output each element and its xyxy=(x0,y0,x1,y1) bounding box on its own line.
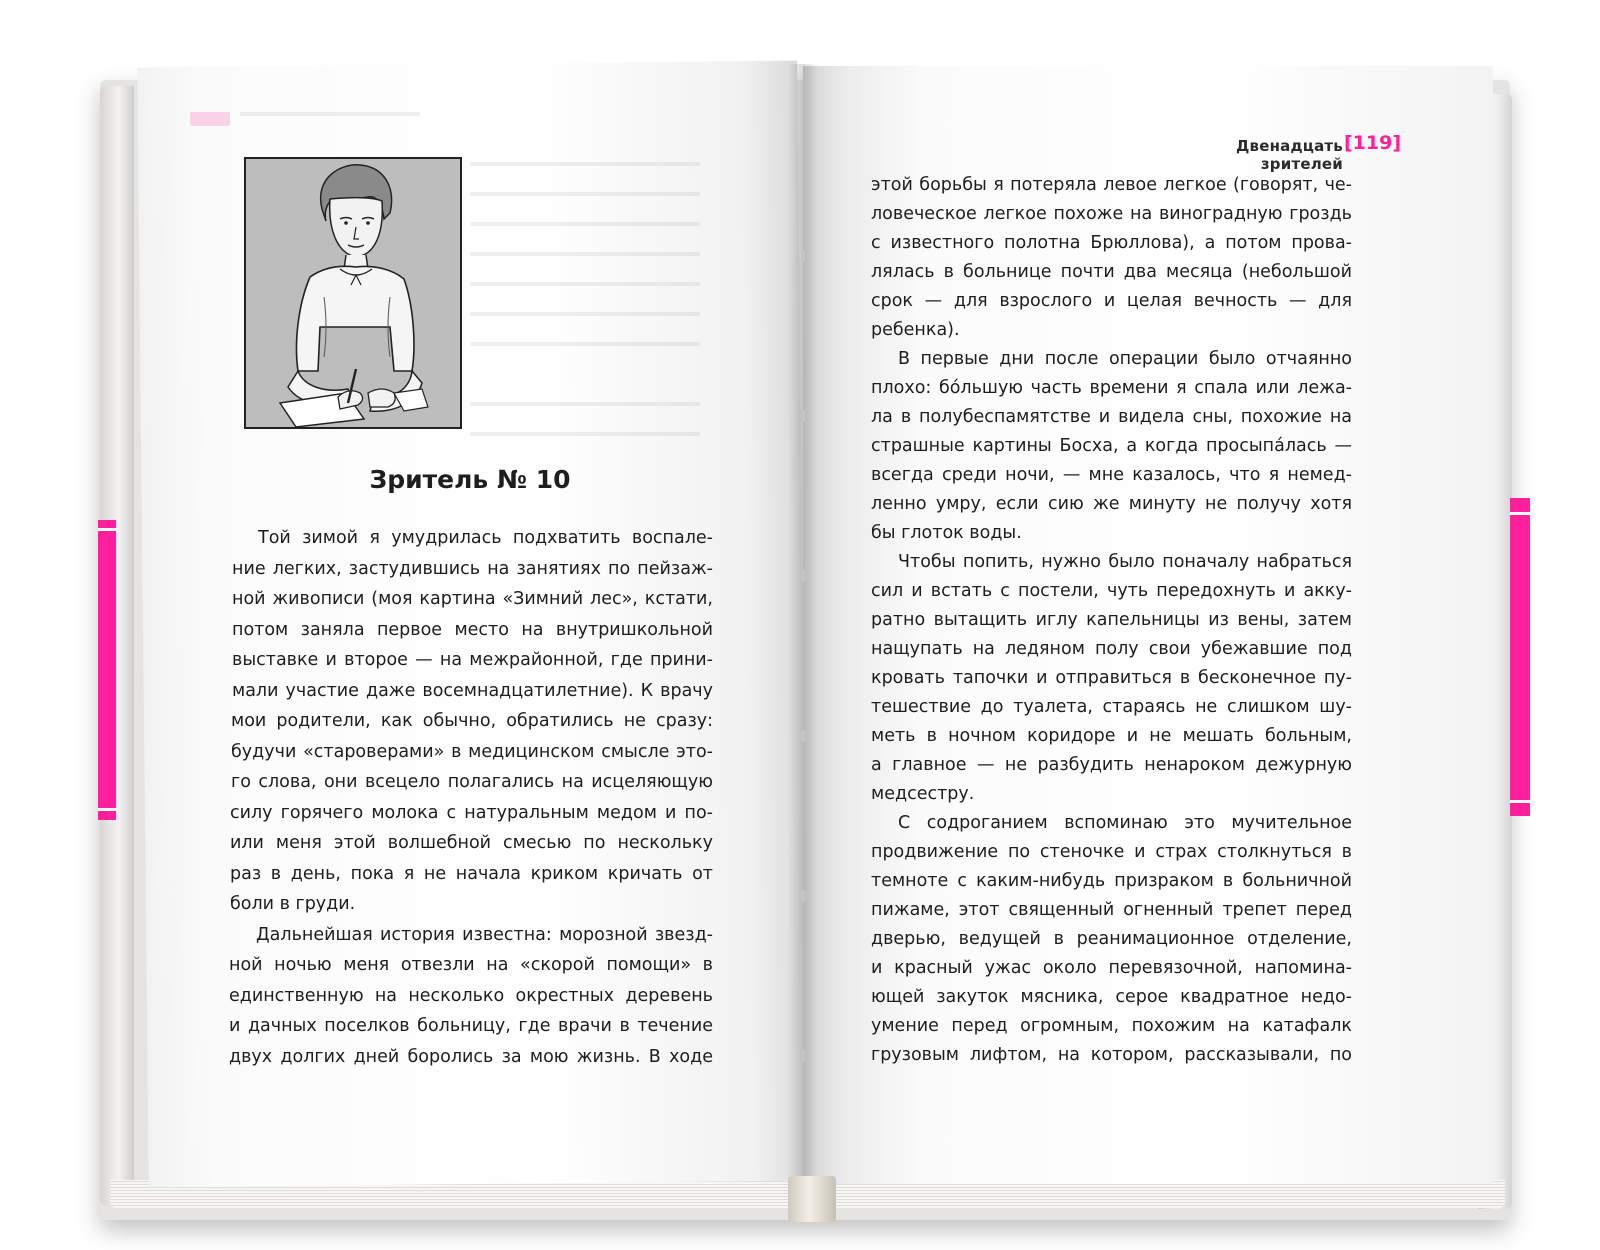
text-line: медсестру. xyxy=(871,784,975,804)
text-line: грузовым лифтом, на котором, рассказывали, по xyxy=(871,1045,1352,1065)
text-line: или меня этой волшебной смесью по нескольку xyxy=(230,833,713,853)
girl-drawing-illustration xyxy=(244,157,462,429)
text-line: всегда среди ночи, — мне казалось, что я немед- xyxy=(871,465,1352,485)
text-line: страшные картины Босха, а когда просыпáлась — xyxy=(871,436,1352,456)
text-line: боли в груди. xyxy=(230,894,356,914)
show-through-mark xyxy=(190,112,230,126)
binding-stitch xyxy=(801,890,805,902)
pink-edge-marker-left xyxy=(98,520,116,820)
text-line: пижаме, этот священный огненный трепет перед xyxy=(871,900,1352,920)
text-line: го слова, они всецело полагались на исцеляющую xyxy=(231,772,713,792)
text-line: ловеческое легкое похоже на виноградную гроздь xyxy=(871,204,1352,224)
text-line: нащупать на ледяном полу свои убежавшие под xyxy=(871,639,1352,659)
text-line: продвижение по стеночке и страх столкнуться в xyxy=(871,842,1352,862)
bookmark-ribbon xyxy=(788,1176,836,1222)
running-title: Двенадцать зрителей xyxy=(1235,137,1343,173)
text-line: раз в день, пока я не начала криком кричать от xyxy=(230,864,713,884)
show-through-text xyxy=(470,222,700,226)
text-line: ющей закуток мясника, серое квадратное недо- xyxy=(871,987,1352,1007)
text-line: ной ночью меня отвезли на «скорой помощи» в xyxy=(229,955,713,975)
text-line: и дачных поселков больницу, где врачи в течение xyxy=(229,1016,713,1036)
text-line: единственную на несколько окрестных деревень xyxy=(229,986,713,1006)
text-line: с известного полотна Брюллова), а потом прова- xyxy=(871,233,1352,253)
binding-stitch xyxy=(801,730,805,742)
show-through-text xyxy=(470,282,700,286)
text-line: будучи «староверами» в медицинском смысле это- xyxy=(231,742,713,762)
chapter-title: Зритель № 10 xyxy=(369,465,571,494)
binding-stitch xyxy=(801,410,805,422)
text-line: мои родители, как обычно, обратились не сразу: xyxy=(231,711,713,731)
binding-stitch xyxy=(801,570,805,582)
show-through-text xyxy=(470,402,700,406)
text-line: ние легких, застудившись на занятиях по пейзаж- xyxy=(232,559,713,579)
text-line: ла в полубеспамятстве и видела сны, похожие на xyxy=(871,407,1352,427)
text-line: кровать тапочки и отправиться в бесконечное пу- xyxy=(871,668,1352,688)
text-line: В первые дни после операции было отчаянно xyxy=(898,349,1352,369)
text-line: Дальнейшая история известна: морозной звезд- xyxy=(256,925,713,945)
text-line: лялась в больнице почти два месяца (небольшой xyxy=(871,262,1352,282)
text-line: ной живописи (моя картина «Зимний лес», кстати, xyxy=(232,589,713,609)
text-line: потом заняла первое место на внутришкольной xyxy=(232,620,713,640)
show-through-text xyxy=(470,432,700,436)
text-line: ратно вытащить иглу капельницы из вены, затем xyxy=(871,610,1352,630)
show-through-text xyxy=(470,252,700,256)
show-through-text xyxy=(470,192,700,196)
page-number: [119] xyxy=(1344,132,1402,154)
show-through-text xyxy=(470,312,700,316)
text-line: этой борьбы я потеряла левое легкое (говорят, че- xyxy=(871,175,1352,195)
text-line: силу горячего молока с натуральным медом и по- xyxy=(230,803,713,823)
text-line: двух долгих дней боролись за мою жизнь. В ходе xyxy=(229,1047,713,1067)
binding-stitch xyxy=(801,1050,805,1062)
text-line: ленно умру, если сию же минуту не получу хотя xyxy=(871,494,1352,514)
text-line: мали участие даже восемнадцатилетние). К врачу xyxy=(232,681,713,701)
show-through-text xyxy=(240,112,420,116)
text-line: сил и встать с постели, чуть передохнуть и акку- xyxy=(871,581,1352,601)
text-line: меть в ночном коридоре и не мешать больным, xyxy=(871,726,1352,746)
show-through-text xyxy=(470,342,700,346)
show-through-text xyxy=(470,162,700,166)
text-line: выставке и второе — на межрайонной, где прини- xyxy=(232,650,713,670)
text-line: Чтобы попить, нужно было поначалу набраться xyxy=(898,552,1352,572)
text-line: дверью, ведущей в реанимационное отделение, xyxy=(871,929,1352,949)
text-line: а главное — не разбудить ненароком дежурную xyxy=(871,755,1352,775)
text-line: срок — для взрослого и целая вечность — для xyxy=(871,291,1352,311)
text-line: С содроганием вспоминаю это мучительное xyxy=(898,813,1352,833)
pink-edge-marker-right xyxy=(1510,498,1530,816)
binding-stitch xyxy=(801,250,805,262)
text-line: бы глоток воды. xyxy=(871,523,1022,543)
text-line: умение перед огромным, похожим на катафалк xyxy=(871,1016,1352,1036)
book-gutter xyxy=(788,64,818,1184)
text-line: тешествие до туалета, стараясь не слишком шу- xyxy=(871,697,1352,717)
text-line: темноте с каким-нибудь призраком в больничной xyxy=(871,871,1352,891)
text-line: Той зимой я умудрилась подхватить воспале- xyxy=(258,528,713,548)
text-line: ребенка). xyxy=(871,320,960,340)
text-line: плохо: бóльшую часть времени я спала или лежа- xyxy=(871,378,1352,398)
text-line: и красный ужас около перевязочной, напомина- xyxy=(871,958,1352,978)
